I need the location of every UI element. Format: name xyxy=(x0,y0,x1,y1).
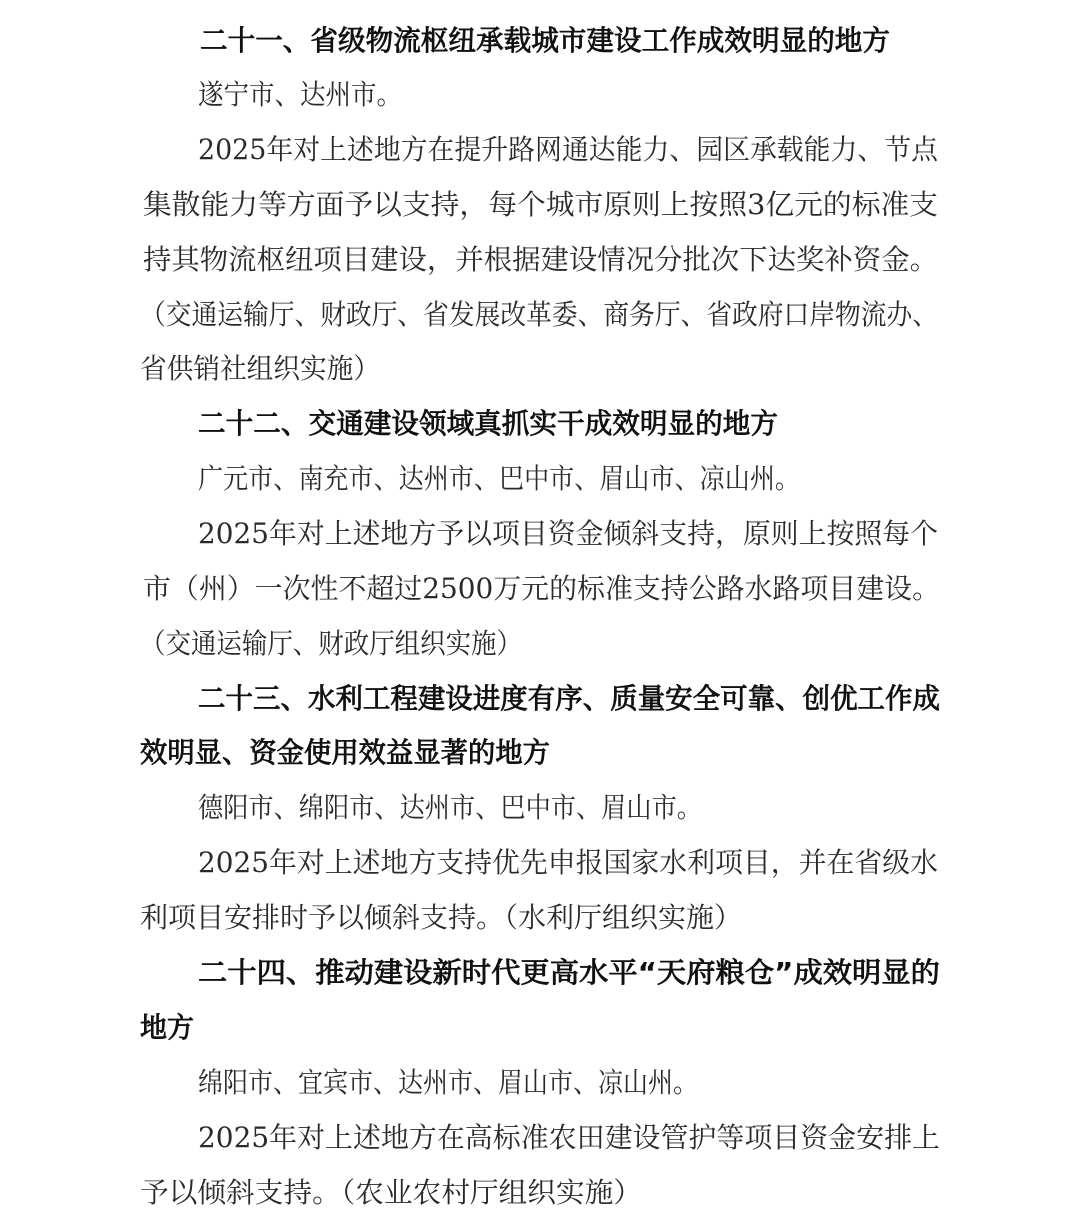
section-22-body-line xyxy=(0,617,1080,671)
body-text: 2025年对上述地方支持优先申报国家水利项目，并在省级水 xyxy=(198,846,938,879)
body-text: 持其物流枢纽项目建设，并根据建设情况分批次下达奖补资金。 xyxy=(143,243,938,276)
heading-text: 二十二、交通建设领域真抓实干成效明显的地方 xyxy=(198,407,778,440)
heading-text: 效明显、资金使用效益显著的地方 xyxy=(140,736,550,769)
body-text: 省供销社组织实施） xyxy=(140,352,380,385)
section-22-heading xyxy=(0,397,1080,451)
cities-text: 广元市、南充市、达州市、巴中市、眉山市、凉山州。 xyxy=(198,462,800,495)
body-text: 2025年对上述地方在提升路网通达能力、园区承载能力、节点 xyxy=(198,133,938,166)
section-21-body-line xyxy=(0,233,1080,287)
body-text: 2025年对上述地方予以项目资金倾斜支持，原则上按照每个 xyxy=(198,517,938,550)
heading-text: 二十一、省级物流枢纽承载城市建设工作成效明显的地方 xyxy=(200,24,890,57)
section-23-heading xyxy=(0,726,1080,780)
section-22-cities xyxy=(0,452,1080,506)
body-text: 利项目安排时予以倾斜支持。（水利厅组织实施） xyxy=(140,901,742,934)
body-text: （交通运输厅、财政厅组织实施） xyxy=(140,627,522,660)
body-text: 集散能力等方面予以支持，每个城市原则上按照3亿元的标准支 xyxy=(143,188,939,221)
section-23-heading xyxy=(0,672,1080,726)
section-21-body-line xyxy=(0,123,1080,177)
section-22-body-line xyxy=(0,562,1080,616)
heading-text: 地方 xyxy=(140,1011,194,1044)
body-text: （交通运输厅、财政厅、省发展改革委、商务厅、省政府口岸物流办、 xyxy=(140,298,938,331)
body-text: 予以倾斜支持。（农业农村厅组织实施） xyxy=(140,1176,642,1209)
cities-text: 绵阳市、宜宾市、达州市、眉山市、凉山州。 xyxy=(198,1066,698,1099)
cities-text: 遂宁市、达州市。 xyxy=(198,78,402,111)
section-24-cities xyxy=(0,1056,1080,1110)
section-23-body-line xyxy=(0,891,1080,945)
section-21-body-line xyxy=(0,342,1080,396)
section-21-body-line xyxy=(0,178,1080,232)
body-text: 2025年对上述地方在高标准农田建设管护等项目资金安排上 xyxy=(198,1121,940,1154)
section-24-heading xyxy=(0,1001,1080,1055)
section-24-heading xyxy=(0,946,1080,1000)
heading-text: 二十三、水利工程建设进度有序、质量安全可靠、创优工作成 xyxy=(198,682,940,715)
section-21-heading xyxy=(0,14,1080,68)
body-text: 市（州）一次性不超过2500万元的标准支持公路水路项目建设。 xyxy=(143,572,940,605)
cities-text: 德阳市、绵阳市、达州市、巴中市、眉山市。 xyxy=(198,791,702,824)
heading-text: 二十四、推动建设新时代更高水平“天府粮仓”成效明显的 xyxy=(198,956,940,989)
section-21-cities xyxy=(0,68,1080,122)
section-23-body-line xyxy=(0,836,1080,890)
section-23-cities xyxy=(0,781,1080,835)
section-22-body-line xyxy=(0,507,1080,561)
section-21-body-line xyxy=(0,288,1080,342)
section-24-body-line xyxy=(0,1166,1080,1220)
section-24-body-line xyxy=(0,1111,1080,1165)
